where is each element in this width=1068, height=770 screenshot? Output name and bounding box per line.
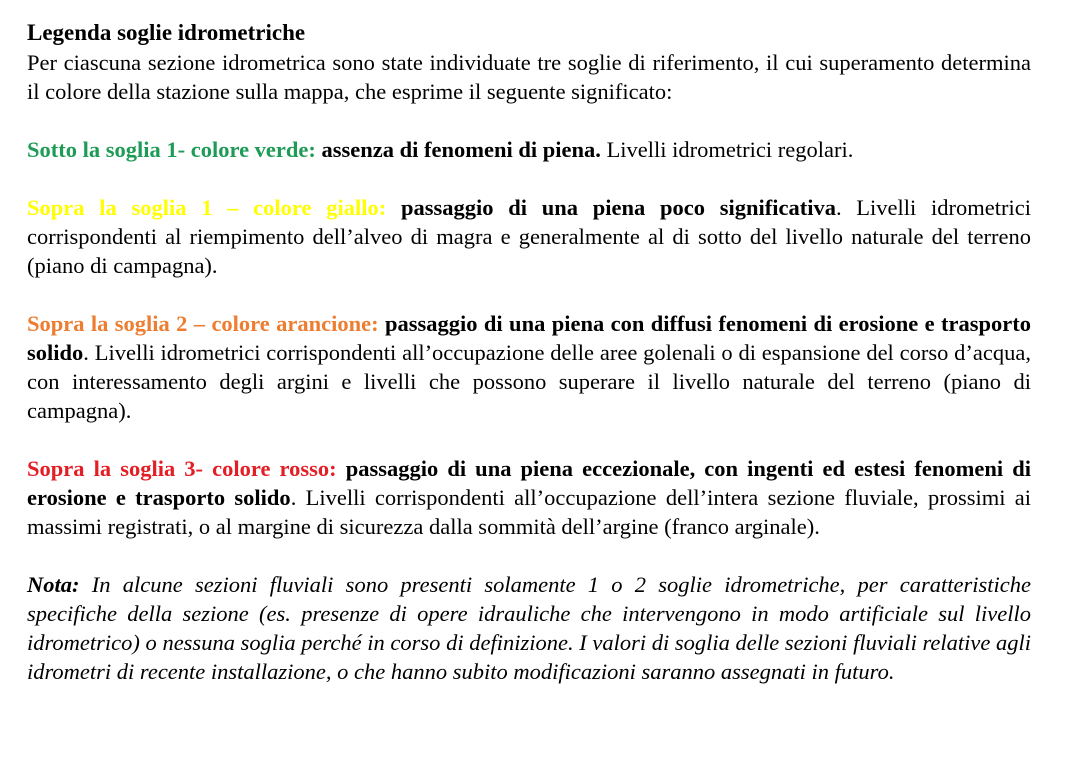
note-paragraph <box>27 570 1031 686</box>
page-title: Legenda soglie idrometriche <box>27 20 306 45</box>
note-text: In alcune sezioni fluviali sono presenti solamente 1 o 2 soglie idrometriche, per caratteristiche specifiche della sezione (es. presenze di opere idrauliche che intervengono in modo artificiale sul livello idrometrico) o nessuna soglia perché in corso di definizione. I valori di soglia delle sezioni fluviali relative agli idrometri di recente installazione, o che hanno subito modificazioni saranno assegnati in futuro. <box>27 572 1031 684</box>
threshold-paragraph-verde <box>27 135 1031 164</box>
threshold-paragraph-arancione <box>27 309 1031 425</box>
threshold-lead-giallo: Sopra la soglia 1 – colore giallo: <box>27 195 401 220</box>
threshold-lead-verde: Sotto la soglia 1- colore verde: <box>27 137 322 162</box>
threshold-bold-rosso: passaggio di una piena eccezionale, con ingenti ed estesi fenomeni di erosione e trasporto solido <box>27 456 1031 510</box>
threshold-rest-verde: Livelli idrometrici regolari. <box>600 137 854 162</box>
threshold-rest-rosso: . Livelli corrispondenti all’occupazione dell’intera sezione fluviale, prossimi ai massimi registrati, o al margine di sicurezza dalla sommità dell’argine (franco arginale). <box>27 485 1031 539</box>
threshold-lead-arancione: Sopra la soglia 2 – colore arancione: <box>27 311 385 336</box>
threshold-bold-arancione: passaggio di una piena con diffusi fenomeni di erosione e trasporto solido <box>27 311 1031 365</box>
threshold-bold-giallo: passaggio di una piena poco significativa <box>400 195 836 220</box>
threshold-lead-rosso: Sopra la soglia 3- colore rosso: <box>27 456 346 481</box>
threshold-rest-arancione: . Livelli idrometrici corrispondenti all’occupazione delle aree golenali o di espansione del corso d’acqua, con interessamento degli argini e livelli che possono superare il livello naturale del terreno (piano di campagna). <box>27 340 1031 423</box>
threshold-rest-giallo: . Livelli idrometrici corrispondenti al riempimento dell’alveo di magra e generalmente al di sotto del livello naturale del terreno (piano di campagna). <box>27 195 1031 278</box>
intro-paragraph: Per ciascuna sezione idrometrica sono state individuate tre soglie di riferimento, il cui superamento determina il colore della stazione sulla mappa, che esprime il seguente significato: <box>27 50 1031 104</box>
threshold-bold-verde: assenza di fenomeni di piena. <box>321 137 601 162</box>
threshold-paragraph-rosso <box>27 454 1031 541</box>
note-label: Nota: <box>27 572 80 597</box>
threshold-paragraph-giallo <box>27 193 1031 280</box>
